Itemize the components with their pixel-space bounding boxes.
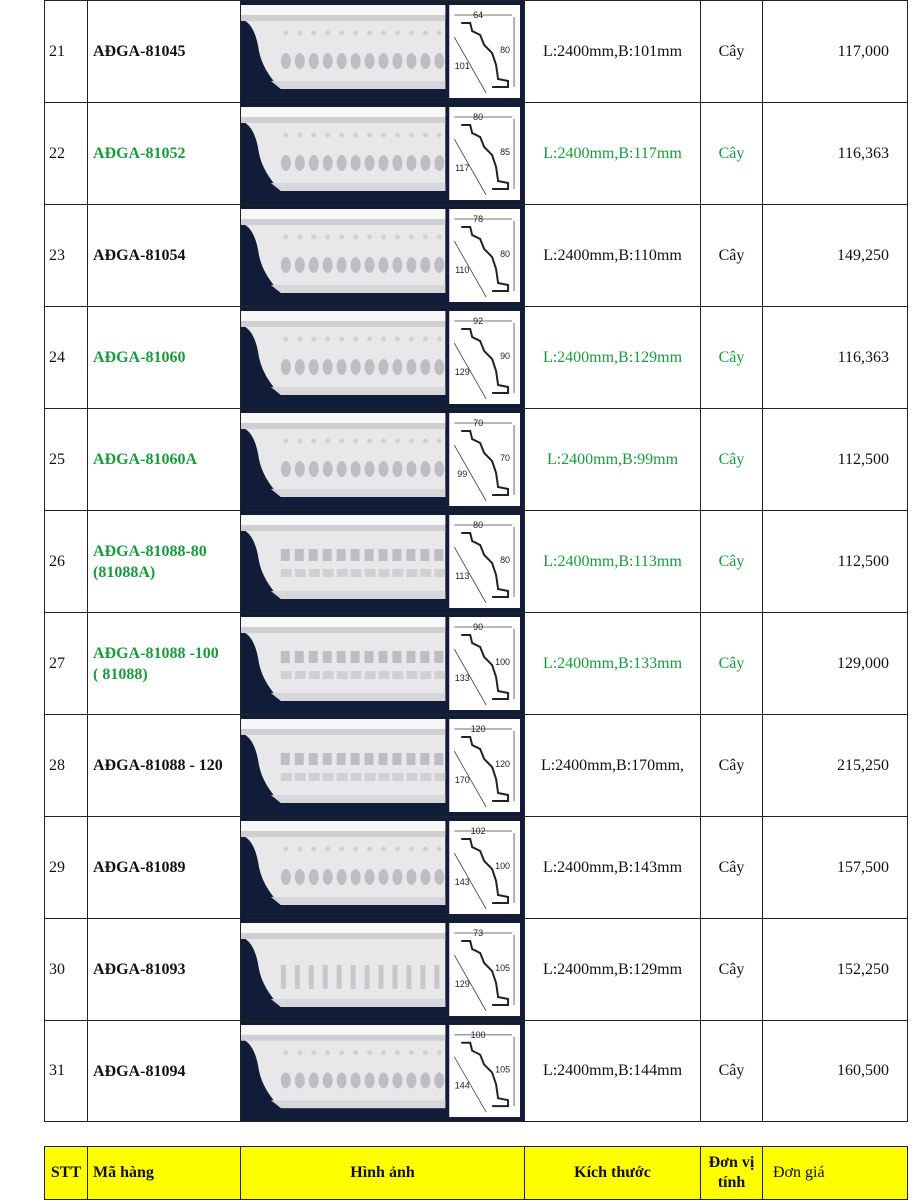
product-size: L:2400mm,B:144mm [525,1021,701,1122]
product-code-line: AĐGA-81094 [93,1062,186,1080]
header-image: Hình ảnh [241,1147,525,1200]
product-image-cell [241,103,525,205]
row-stt: 28 [45,715,88,817]
product-size: L:2400mm,B:133mm [525,613,701,715]
product-image-cell [241,307,525,409]
product-table-body [45,1,908,1122]
molding-image [241,511,524,612]
product-size: L:2400mm,B:101mm [525,1,701,103]
drawing-diagonal-dimension: 129 [454,978,470,990]
product-code-line: AĐGA-81093 [93,961,186,978]
molding-image [241,715,524,816]
product-code-line: ( 81088) [93,665,148,683]
product-image-cell [241,1021,525,1122]
product-unit: Cây [701,307,763,409]
drawing-diagonal-dimension: 113 [455,570,470,582]
product-image-cell [241,613,525,715]
header-price: Đơn giá [763,1147,908,1200]
product-code-line: AĐGA-81060 [93,349,186,366]
product-code-line: AĐGA-81088 - 120 [93,757,223,774]
drawing-side-dimension: 80 [500,248,511,260]
product-code-line: AĐGA-81088-80 [93,542,207,560]
product-image-cell [241,511,525,613]
product-image-cell [241,409,525,511]
product-code [88,919,241,1021]
drawing-top-dimension: 100 [470,1029,486,1040]
product-code [88,715,241,817]
product-unit: Cây [701,715,763,817]
product-code [88,307,241,409]
header-size: Kích thước [525,1147,701,1200]
drawing-top-dimension: 92 [473,315,484,327]
product-image-cell [241,1,525,103]
molding-image [241,613,524,714]
product-code [88,613,241,715]
product-size: L:2400mm,B:143mm [525,817,701,919]
row-stt: 29 [45,817,88,919]
row-stt: 21 [45,1,88,103]
product-size: L:2400mm,B:99mm [525,409,701,511]
drawing-side-dimension: 85 [500,146,511,158]
molding-image [241,205,524,306]
drawing-top-dimension: 78 [473,213,484,225]
product-size: L:2400mm,B:129mm [525,919,701,1021]
table-row [45,511,908,613]
header-stt: STT [45,1147,88,1200]
product-code-line: AĐGA-81054 [93,247,186,264]
table-row [45,205,908,307]
table-row [45,1021,908,1122]
product-code-line: AĐGA-81052 [93,145,186,162]
molding-image [241,1,524,102]
product-code [88,205,241,307]
drawing-diagonal-dimension: 101 [454,60,470,72]
row-stt: 27 [45,613,88,715]
row-stt: 30 [45,919,88,1021]
product-size: L:2400mm,B:129mm [525,307,701,409]
molding-image [241,1021,524,1121]
product-unit: Cây [701,817,763,919]
row-stt: 31 [45,1021,88,1122]
row-stt: 26 [45,511,88,613]
product-image-cell [241,715,525,817]
drawing-top-dimension: 90 [473,621,484,633]
product-code [88,511,241,613]
product-price: 117,000 [763,1,908,103]
product-price: 116,363 [763,103,908,205]
molding-image [241,103,524,204]
drawing-diagonal-dimension: 129 [454,366,470,378]
drawing-side-dimension: 105 [495,962,511,974]
table-row [45,817,908,919]
drawing-top-dimension: 73 [473,927,484,939]
drawing-top-dimension: 80 [473,111,484,123]
drawing-diagonal-dimension: 117 [455,162,470,174]
product-size: L:2400mm,B:113mm [525,511,701,613]
product-unit: Cây [701,511,763,613]
product-code [88,1,241,103]
drawing-diagonal-dimension: 143 [454,876,470,888]
drawing-top-dimension: 102 [470,825,486,837]
product-price: 112,500 [763,409,908,511]
product-size: L:2400mm,B:110mm [525,205,701,307]
drawing-side-dimension: 90 [500,350,511,362]
drawing-diagonal-dimension: 110 [455,264,470,276]
drawing-diagonal-dimension: 133 [454,672,470,684]
table-header [44,1146,908,1200]
table-row [45,613,908,715]
drawing-side-dimension: 80 [500,44,511,56]
product-unit: Cây [701,205,763,307]
product-unit: Cây [701,919,763,1021]
product-unit: Cây [701,103,763,205]
product-price: 112,500 [763,511,908,613]
header-row [45,1147,908,1200]
product-table [44,0,908,1122]
row-stt: 23 [45,205,88,307]
drawing-side-dimension: 100 [495,860,511,872]
table-row [45,715,908,817]
product-size: L:2400mm,B:170mm, [525,715,701,817]
drawing-side-dimension: 100 [495,656,511,668]
product-price: 149,250 [763,205,908,307]
product-price: 116,363 [763,307,908,409]
product-price: 129,000 [763,613,908,715]
header-unit-line-2: tính [717,1174,746,1191]
table-row [45,1,908,103]
row-stt: 24 [45,307,88,409]
drawing-diagonal-dimension: 99 [457,468,468,480]
product-unit: Cây [701,1,763,103]
table-row [45,919,908,1021]
molding-image [241,307,524,408]
header-unit [701,1147,763,1200]
product-unit: Cây [701,613,763,715]
product-price: 152,250 [763,919,908,1021]
row-stt: 25 [45,409,88,511]
drawing-top-dimension: 120 [470,723,486,735]
header-unit-line-1: Đơn vị [708,1154,755,1171]
product-size: L:2400mm,B:117mm [525,103,701,205]
product-code-line: AĐGA-81060A [93,451,197,468]
product-code [88,409,241,511]
product-code-line: AĐGA-81089 [93,859,186,876]
product-image-cell [241,919,525,1021]
drawing-side-dimension: 80 [500,554,511,566]
product-code [88,103,241,205]
product-code-line: AĐGA-81045 [93,43,186,60]
drawing-top-dimension: 70 [473,417,484,429]
drawing-side-dimension: 105 [495,1064,511,1075]
drawing-diagonal-dimension: 170 [454,774,470,786]
drawing-side-dimension: 120 [495,758,511,770]
drawing-top-dimension: 80 [473,519,484,531]
product-price: 160,500 [763,1021,908,1122]
table-row [45,103,908,205]
table-row [45,409,908,511]
molding-image [241,409,524,510]
product-unit: Cây [701,1021,763,1122]
product-price: 215,250 [763,715,908,817]
product-unit: Cây [701,409,763,511]
drawing-diagonal-dimension: 144 [454,1080,470,1091]
product-image-cell [241,817,525,919]
product-code [88,1021,241,1122]
product-image-cell [241,205,525,307]
header-code: Mã hàng [88,1147,241,1200]
drawing-side-dimension: 70 [500,452,511,464]
molding-image [241,919,524,1020]
table-row [45,307,908,409]
product-price: 157,500 [763,817,908,919]
product-code-line: AĐGA-81088 -100 [93,644,219,662]
product-code-line: (81088A) [93,563,156,581]
molding-image [241,817,524,918]
row-stt: 22 [45,103,88,205]
drawing-top-dimension: 64 [473,9,484,21]
product-code [88,817,241,919]
